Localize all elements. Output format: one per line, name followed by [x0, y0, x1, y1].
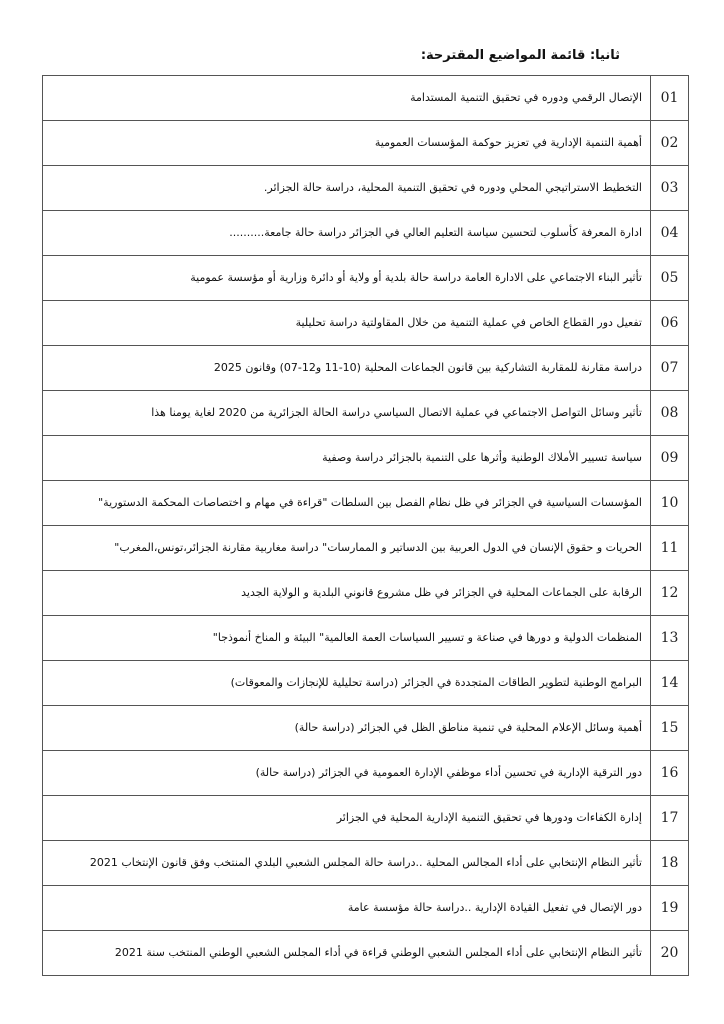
topic-number: 14 [651, 661, 689, 706]
table-row [43, 931, 689, 976]
topics-table [42, 75, 689, 976]
table-row [43, 616, 689, 661]
table-row [43, 301, 689, 346]
topic-title: دور الترقية الإدارية في تحسين أداء موظفي الإدارة العمومية في الجزائر (دراسة حالة) [43, 751, 651, 796]
table-row [43, 571, 689, 616]
topic-number: 10 [651, 481, 689, 526]
table-row [43, 706, 689, 751]
topic-title: أهمية التنمية الإدارية في تعزيز حوكمة المؤسسات العمومية [43, 121, 651, 166]
table-row [43, 121, 689, 166]
topic-number: 07 [651, 346, 689, 391]
table-row [43, 211, 689, 256]
topic-number: 20 [651, 931, 689, 976]
topic-title: الإتصال الرقمي ودوره في تحقيق التنمية المستدامة [43, 76, 651, 121]
table-row [43, 481, 689, 526]
topic-title: التخطيط الاستراتيجي المحلي ودوره في تحقيق التنمية المحلية، دراسة حالة الجزائر. [43, 166, 651, 211]
topic-title: الرقابة على الجماعات المحلية في الجزائر في ظل مشروع قانوني البلدية و الولاية الجديد [43, 571, 651, 616]
table-row [43, 751, 689, 796]
topic-title: ادارة المعرفة كأسلوب لتحسين سياسة التعليم العالي في الجزائر دراسة حالة جامعة.......... [43, 211, 651, 256]
topic-number: 15 [651, 706, 689, 751]
section-heading: ثانيا: قائمة المواضيع المقترحة: [420, 48, 620, 63]
table-row [43, 76, 689, 121]
topic-number: 04 [651, 211, 689, 256]
topic-title: الحريات و حقوق الإنسان في الدول العربية بين الدساتير و الممارسات" دراسة مغاربية مقارنة الجزائر،تونس،المغرب" [43, 526, 651, 571]
topics-table-body [43, 76, 689, 976]
topic-number: 16 [651, 751, 689, 796]
table-row [43, 436, 689, 481]
topic-title: دراسة مقارنة للمقاربة التشاركية بين قانون الجماعات المحلية (10-11 و12-07) وقانون 2025 [43, 346, 651, 391]
table-row [43, 256, 689, 301]
topic-number: 17 [651, 796, 689, 841]
table-row [43, 841, 689, 886]
topic-title: تأثير النظام الإنتخابي على أداء المجلس الشعبي الوطني قراءة في أداء المجلس الشعبي الوطني المنتخب سنة 2021 [43, 931, 651, 976]
table-row [43, 346, 689, 391]
topic-title: تأثير النظام الإنتخابي على أداء المجالس المحلية ..دراسة حالة المجلس الشعبي البلدي المنتخب وفق قانون الإنتخاب 2021 [43, 841, 651, 886]
topic-title: المنظمات الدولية و دورها في صناعة و تسيير السياسات العمة العالمية" البيئة و المناخ أنموذجا" [43, 616, 651, 661]
table-row [43, 661, 689, 706]
table-row [43, 166, 689, 211]
topic-title: البرامج الوطنية لتطوير الطاقات المتجددة في الجزائر (دراسة تحليلية للإنجازات والمعوقات) [43, 661, 651, 706]
topic-number: 08 [651, 391, 689, 436]
topic-number: 06 [651, 301, 689, 346]
topic-title: المؤسسات السياسية في الجزائر في ظل نظام الفصل بين السلطات "قراءة في مهام و اختصاصات المحكمة الدستورية" [43, 481, 651, 526]
topic-number: 12 [651, 571, 689, 616]
topic-number: 18 [651, 841, 689, 886]
table-row [43, 886, 689, 931]
topic-title: إدارة الكفاءات ودورها في تحقيق التنمية الإدارية المحلية في الجزائر [43, 796, 651, 841]
topic-title: تفعيل دور القطاع الخاص في عملية التنمية من خلال المقاولتية دراسة تحليلية [43, 301, 651, 346]
table-row [43, 391, 689, 436]
topic-title: تأثير وسائل التواصل الاجتماعي في عملية الاتصال السياسي دراسة الحالة الجزائرية من 2020 لغاية يومنا هذا [43, 391, 651, 436]
topic-number: 09 [651, 436, 689, 481]
topic-number: 11 [651, 526, 689, 571]
topic-number: 05 [651, 256, 689, 301]
topic-title: أهمية وسائل الإعلام المحلية في تنمية مناطق الظل في الجزائر (دراسة حالة) [43, 706, 651, 751]
topic-title: تأثير البناء الاجتماعي على الادارة العامة دراسة حالة بلدية أو ولاية أو دائرة وزارية أو مؤسسة عمومية [43, 256, 651, 301]
topic-number: 03 [651, 166, 689, 211]
table-row [43, 526, 689, 571]
topic-title: دور الإتصال في تفعيل القيادة الإدارية ..دراسة حالة مؤسسة عامة [43, 886, 651, 931]
topic-title: سياسة تسيير الأملاك الوطنية وأثرها على التنمية بالجزائر دراسة وصفية [43, 436, 651, 481]
topic-number: 02 [651, 121, 689, 166]
topic-number: 13 [651, 616, 689, 661]
table-row [43, 796, 689, 841]
topic-number: 01 [651, 76, 689, 121]
topic-number: 19 [651, 886, 689, 931]
